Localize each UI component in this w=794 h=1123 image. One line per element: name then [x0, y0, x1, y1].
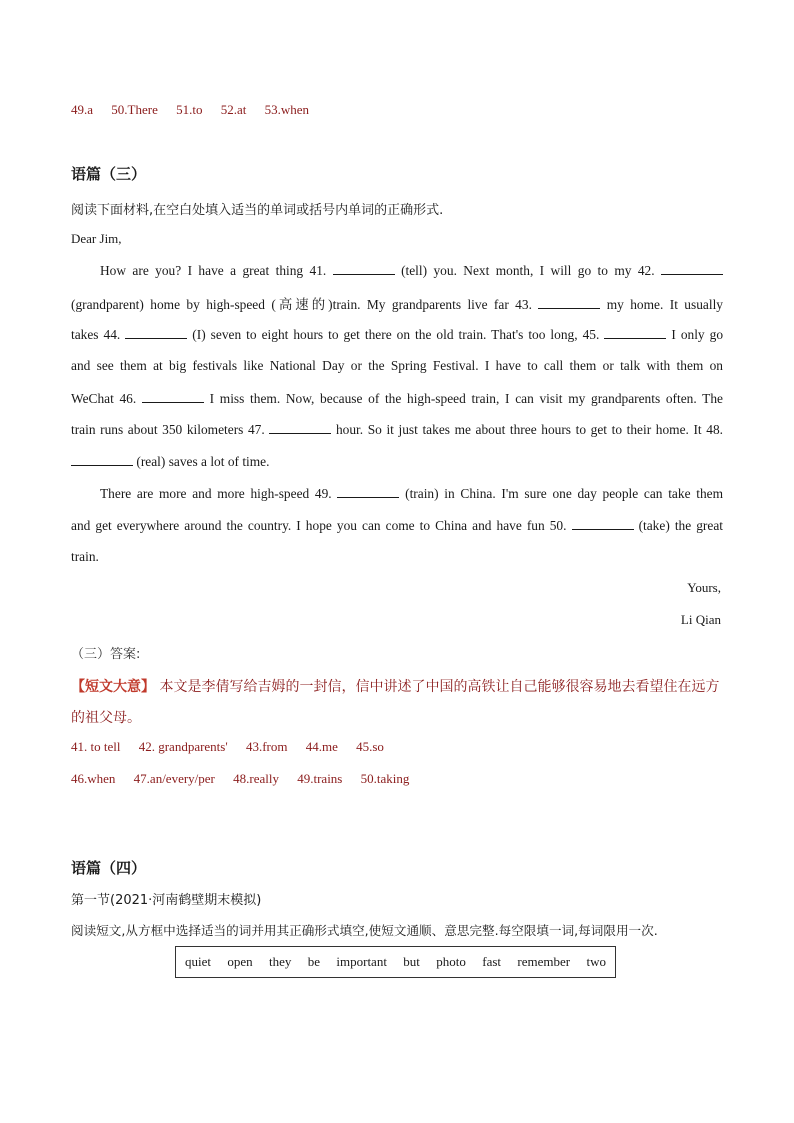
answer-item: 48.really — [233, 771, 279, 786]
paragraph-line: How are you? I have a great thing 41. (tell) you. Next month, I will go to my 42. — [100, 262, 723, 279]
blank-41[interactable] — [333, 262, 395, 275]
paragraph-line: and see them at big festivals like National Day or the Spring Festival. I have to call them or talk with them on — [71, 358, 723, 373]
blank-49[interactable] — [337, 485, 399, 498]
section-subheading: 第一节(2021·河南鹤壁期末模拟) — [71, 893, 262, 908]
answer-item: 46.when — [71, 771, 116, 786]
answer-item: 45.so — [356, 739, 384, 754]
answer-item: 50.There — [111, 102, 158, 117]
paragraph-line: (grandparent) home by high-speed (高速的)train. My grandparents live far 43. my home. It usually — [71, 297, 723, 312]
blank-48[interactable] — [71, 453, 133, 466]
paragraph-line: train. — [71, 549, 99, 564]
word-option: remember — [517, 954, 571, 969]
blank-43[interactable] — [538, 296, 600, 309]
answer-label: （三）答案: — [71, 647, 141, 662]
answer-item: 47.an/every/per — [133, 771, 215, 786]
answer-item: 52.at — [220, 102, 247, 117]
word-option: photo — [436, 954, 466, 969]
section-instruction: 阅读下面材料,在空白处填入适当的单词或括号内单词的正确形式. — [71, 203, 444, 218]
answer-item: 50.taking — [360, 771, 410, 786]
section-heading: 语篇（四） — [71, 859, 147, 877]
paragraph-line: There are more and more high-speed 49. (train) in China. I'm sure one day people can take them — [100, 486, 723, 501]
summary-text: 本文是李倩写给吉姆的一封信，信中讲述了中国的高铁让自己能够很容易地去看望住在远方 — [159, 679, 720, 695]
paragraph-line: train runs about 350 kilometers 47. hour. So it just takes me about three hours to get to their home. It 48. — [71, 422, 723, 437]
word-option: important — [336, 954, 387, 969]
word-option: open — [227, 954, 253, 969]
word-option: be — [307, 954, 321, 969]
answer-item: 49.a — [71, 102, 94, 117]
word-option: two — [586, 954, 606, 969]
section-heading: 语篇（三） — [71, 165, 147, 183]
word-option: quiet — [185, 954, 211, 969]
letter-closing: Yours, — [687, 580, 721, 595]
summary-line-2: 的祖父母。 — [71, 710, 141, 726]
blank-42[interactable] — [661, 262, 723, 275]
answer-item: 43.from — [245, 739, 288, 754]
section-instruction: 阅读短文,从方框中选择适当的词并用其正确形式填空,使短文通顺、意思完整.每空限填一词,每词限用一次. — [71, 923, 658, 938]
blank-50[interactable] — [572, 517, 634, 530]
blank-44[interactable] — [125, 326, 187, 339]
answer-item: 44.me — [305, 739, 338, 754]
answer-item: 41. to tell — [71, 739, 121, 754]
letter-greeting: Dear Jim, — [71, 231, 122, 246]
word-option: fast — [482, 954, 502, 969]
answer-row-1 — [71, 739, 399, 755]
answer-item: 51.to — [176, 102, 203, 117]
blank-45[interactable] — [604, 326, 666, 339]
answer-item: 53.when — [264, 102, 310, 117]
letter-signature: Li Qian — [680, 612, 721, 627]
top-answer-row — [71, 102, 324, 118]
paragraph-line: WeChat 46. I miss them. Now, because of the high-speed train, I can visit my grandparents often. The — [71, 391, 723, 406]
answer-row-2 — [71, 771, 424, 787]
answer-item: 42. grandparents' — [138, 739, 228, 754]
answer-item: 49.trains — [297, 771, 343, 786]
blank-46[interactable] — [142, 390, 204, 403]
paragraph-line: and get everywhere around the country. I hope you can come to China and have fun 50. (take) the great — [71, 518, 723, 533]
word-box — [175, 946, 616, 978]
paragraph-line: (real) saves a lot of time. — [71, 453, 269, 470]
word-option: they — [269, 954, 292, 969]
summary-line — [71, 676, 719, 696]
blank-47[interactable] — [269, 421, 331, 434]
summary-tag: 【短文大意】 — [71, 679, 155, 695]
word-option: but — [403, 954, 420, 969]
paragraph-line: takes 44. (I) seven to eight hours to get there on the old train. That's too long, 45. I only go — [71, 327, 724, 342]
